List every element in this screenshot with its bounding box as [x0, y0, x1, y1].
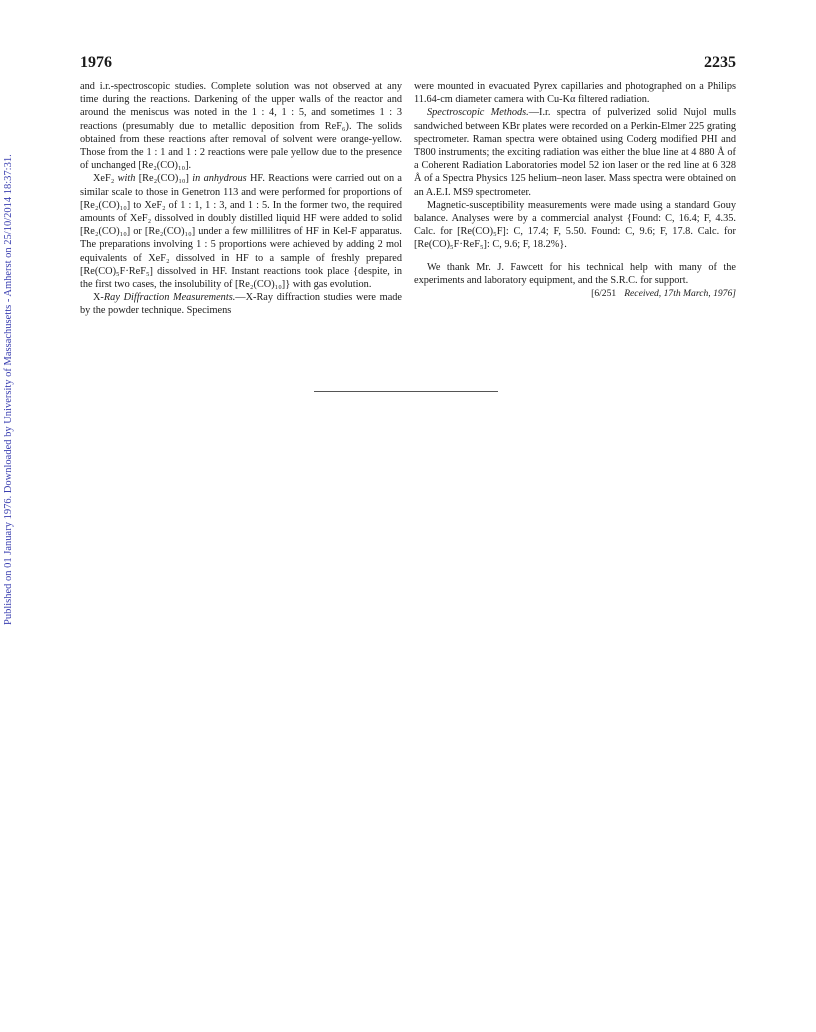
paragraph-xray-diffraction: [80, 291, 402, 317]
spectroscopic-section-title: Spectroscopic Methods.: [427, 107, 529, 119]
xray-paragraph-body: —X-Ray diffraction studies were made by the powder technique. Specimens: [80, 292, 402, 317]
with-word: with: [117, 173, 136, 185]
received-line: [414, 287, 736, 300]
xray-section-title: Ray Diffraction Measurements.: [103, 292, 236, 304]
paragraph-magnetic-susceptibility: Magnetic-susceptibility measurements were made using a standard Gouy balance. Analyses were by a commercial analyst {Found: C, 16.4; F, 4.35. Calc. for [Re(CO)₅F]: C, 17.4; F, 5.50. Found: C, 9.6; F, 17.8. Calc. for [Re(CO)₅F·ReF₅]: C, 9.6; F, 18.2%}.: [414, 199, 736, 251]
xray-lead: X-: [93, 292, 104, 304]
rhenium-complex-formula: [Re₂(CO)₁₀]: [138, 173, 189, 185]
paragraph-reaction-observations: and i.r.-spectroscopic studies. Complete solution was not observed at any time during the reactions. Darkening of the upper walls of the reactor and around the meniscus was noted in the 1 : 4, 1 : 5, and sometimes 1 : 3 reactions (presumably due to metallic deposition from ReF₆). The solids obtained from these reactions after removal of solvent were orange-yellow. Those from the 1 : 1 and 1 : 2 reactions were pale yellow due to the presence of unchanged [Re₂(CO)₁₀].: [80, 81, 402, 172]
download-watermark: Published on 01 January 1976. Downloaded by University of Massachusetts - Amherst on 25/10/2014 18:37:31.: [3, 154, 14, 625]
spectroscopic-paragraph-body: —I.r. spectra of pulverized solid Nujol mulls sandwiched between KBr plates were recorded on a Perkin-Elmer 225 grating spectrometer. Raman spectra were obtained using Coderg modified PHI and T800 instruments; the exciting radiation was either the blue line at 4 880 Å of a Coherent Radiation Laboratories model 52 ion laser or the red line at 6 328 Å of a Spectra Physics 125 helium–neon laser. Mass spectra were obtained on an A.E.I. MS9 spectrometer.: [414, 107, 736, 198]
paragraph-xef2-in-hf: [80, 172, 402, 291]
right-column: [414, 80, 736, 300]
received-date: Received, 17th March, 1976]: [624, 288, 736, 300]
paper-reference-code: [6/251: [591, 288, 617, 300]
end-rule: [314, 391, 498, 392]
paragraph-specimen-mounting: were mounted in evacuated Pyrex capillaries and photographed on a Philips 11.64-cm diameter camera with Cu-Kα filtered radiation.: [414, 81, 736, 106]
acknowledgements: We thank Mr. J. Fawcett for his technical help with many of the experiments and laboratory equipment, and the S.R.C. for support.: [414, 261, 736, 286]
xef2-paragraph-body: HF. Reactions were carried out on a similar scale to those in Genetron 113 and were performed for proportions of [Re₂(CO)₁₀] to XeF₂ of 1 : 1, 1 : 3, and 1 : 5. In the former two, the required amounts of XeF₂ dissolved in doubly distilled liquid HF were added to solid [Re₂(CO)₁₀] or [Re₂(CO)₁₀] under a few millilitres of HF in Kel-F apparatus. The preparations involving 1 : 5 proportions were achieved by adding 2 mol equivalents of XeF₂ dissolved in HF to a sample of freshly prepared [Re(CO)₅F·ReF₅] dissolved in HF. Instant reactions took place {despite, in the first two cases, the insolubility of [Re₂(CO)₁₀]} with gas evolution.: [80, 173, 402, 291]
left-column: [80, 80, 402, 318]
paragraph-spectroscopic-methods: [414, 106, 736, 198]
journal-year: 1976: [80, 54, 112, 71]
page-number: 2235: [704, 54, 736, 71]
anhydrous-phrase: in anhydrous: [192, 173, 247, 185]
xef2-formula: XeF₂: [93, 173, 115, 185]
